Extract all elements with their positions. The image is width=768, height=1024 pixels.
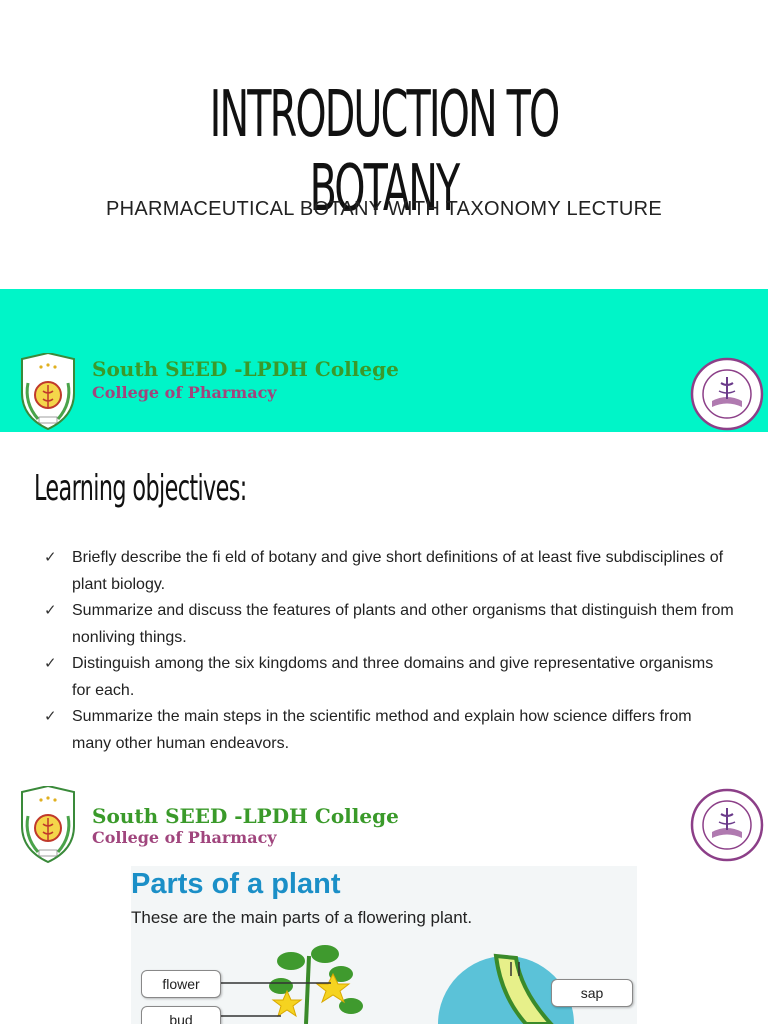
list-item: ✓ Briefly describe the fi eld of botany and give short definitions of at least five subdisciplines of plant biology. [44,545,734,598]
college-banner [0,289,768,432]
label-flower: flower [141,970,221,998]
checkmark-icon: ✓ [44,708,57,725]
label-sap: sap [551,979,633,1007]
poster-title: Parts of a plant [131,868,341,900]
poster-subtitle: These are the main parts of a flowering plant. [131,908,473,927]
checkmark-icon: ✓ [44,655,57,672]
list-item: ✓ Summarize and discuss the features of plants and other organisms that distinguish them from nonliving things. [44,598,734,651]
college-department: College of Pharmacy [92,383,277,402]
parts-of-plant-poster [131,866,637,1024]
college-header-top [0,353,768,433]
list-item: ✓ Summarize the main steps in the scientific method and explain how science differs from many other human endeavors. [44,704,734,757]
slide-title: INTRODUCTION TO BOTANY [209,78,559,226]
label-bud: bud [141,1006,221,1024]
checkmark-icon: ✓ [44,602,57,619]
college-name: South SEED -LPDH College [92,804,399,828]
checkmark-icon: ✓ [44,549,57,566]
college-name: South SEED -LPDH College [92,357,399,381]
list-item: ✓ Distinguish among the six kingdoms and three domains and give representative organisms for each. [44,651,734,704]
objectives-list [44,545,734,757]
title-slide [0,0,768,289]
college-shield-logo [18,786,78,864]
pharmacy-seal-logo [690,788,764,862]
college-header-bottom [0,786,768,866]
objectives-heading: Learning objectives: [34,468,247,509]
pharmacy-seal-logo [690,357,764,431]
slide-subtitle: PHARMACEUTICAL BOTANY WITH TAXONOMY LECTURE [106,198,662,220]
college-department: College of Pharmacy [92,828,277,847]
college-shield-logo [18,353,78,431]
